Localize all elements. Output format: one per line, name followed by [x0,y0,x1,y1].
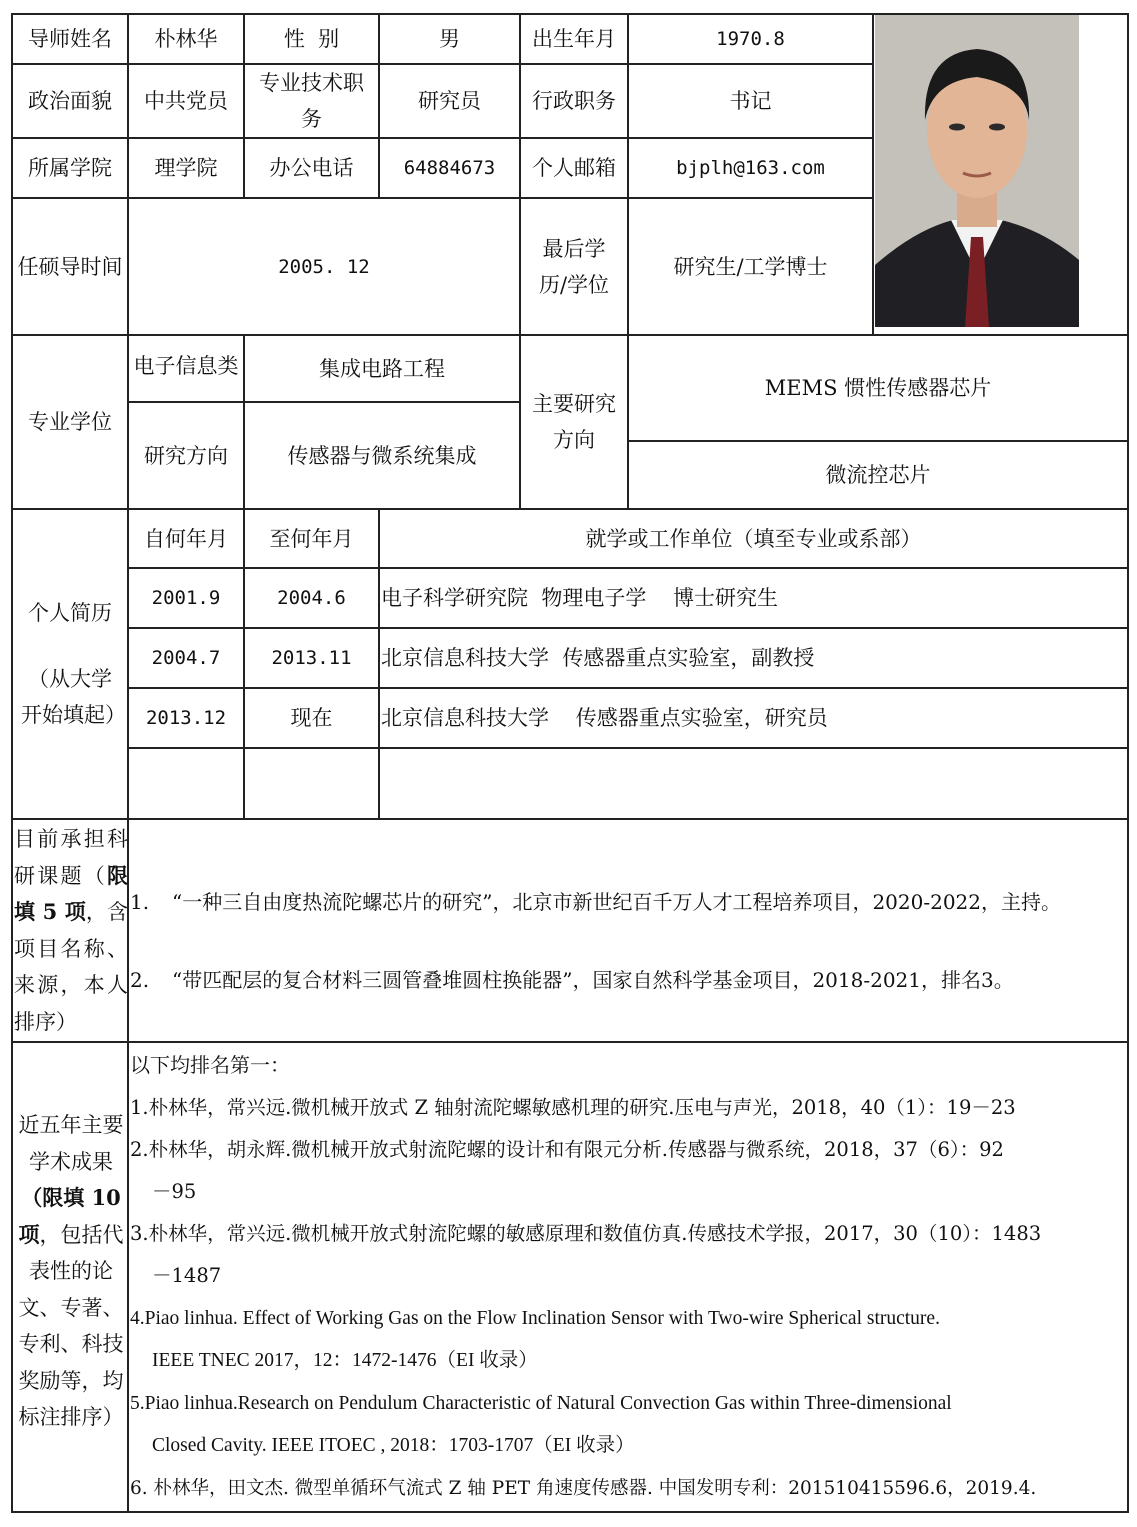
college-label: 所属学院 [28,156,112,180]
supervisor-since-label: 任硕导时间 [17,254,123,279]
gender-value: 男 [439,27,460,51]
resume-from: 2004.7 [151,647,221,669]
direction-label: 研究方向 [144,443,228,468]
phone-label: 办公电话 [269,156,354,180]
achievement-item: 6. 朴林华，田文杰. 微型单循环气流式 Z 轴 PET 角速度传感器. 中国发明专利：201510415596.6，2019.4. [130,1478,1037,1499]
resume-to: 现在 [290,706,333,730]
resume-to: 2013.11 [271,647,352,669]
birth-label: 出生年月 [532,27,616,51]
main-research-item: MEMS 惯性传感器芯片 [764,376,992,400]
achievement-item: 1.朴林华，常兴远.微机械开放式 Z 轴射流陀螺敏感机理的研究.压电与声光，2018，40（1）：19－23 [130,1096,1016,1119]
achievement-item-cont: IEEE TNEC 2017，12：1472-1476（EI 收录） [152,1350,538,1371]
resume-unit: 北京信息科技大学 传感器重点实验室，副教授 [381,646,815,670]
resume-from [129,749,243,818]
achievement-item: 4.Piao linhua. Effect of Working Gas on the Flow Inclination Sensor with Two-wire Spherical structure. [130,1308,940,1329]
resume-from: 2013.12 [145,707,227,729]
resume-title: 个人简历 [28,601,112,625]
birth-value: 1970.8 [716,28,785,50]
email-value: bjplh@163.com [676,157,825,179]
grid-line [11,1041,1129,1043]
project-item: 1. “一种三自由度热流陀螺芯片的研究”，北京市新世纪百千万人才工程培养项目，2020-2022，主持。 [130,890,1062,914]
degree-field: 集成电路工程 [319,356,445,381]
political-label: 政治面貌 [28,89,112,113]
achievement-item-cont: Closed Cavity. IEEE ITOEC , 2018：1703-1707（EI 收录） [152,1435,635,1456]
email-label: 个人邮箱 [532,156,616,180]
project-item: 2. “带匹配层的复合材料三圆管叠堆圆柱换能器”，国家自然科学基金项目，2018-2021，排名3。 [130,968,1014,992]
achievements-label: 近五年主要学术成果（限填 10 项，包括代表性的论文、专著、专利、科技奖励等，均标注排序） [18,1113,124,1429]
tech-title-label: 专业技术职务 [259,71,364,131]
name-value: 朴林华 [154,27,218,51]
resume-label [13,510,127,818]
table-border-bottom [11,1511,1129,1513]
prof-degree-label: 专业学位 [28,410,112,434]
resume-header-unit: 就学或工作单位（填至专业或系部） [585,526,922,551]
grid-line [872,13,874,336]
political-value: 中共党员 [144,89,228,113]
resume-to: 2004.6 [277,587,346,609]
college-value: 理学院 [154,156,218,180]
admin-label: 行政职务 [532,89,616,113]
resume-unit [381,749,1127,818]
resume-unit: 电子科学研究院 物理电子学 博士研究生 [381,586,779,610]
name-label: 导师姓名 [28,27,112,51]
degree-category: 电子信息类 [133,354,239,378]
main-research-label: 主要研究方向 [532,392,616,452]
achievement-item: 5.Piao linhua.Research on Pendulum Characteristic of Natural Convection Gas within Three-dimensional [130,1393,952,1414]
gender-label: 性 别 [283,27,340,51]
supervisor-since-value: 2005. 12 [278,255,370,278]
phone-value: 64884673 [403,157,496,179]
resume-header-to: 至何年月 [269,526,354,551]
admin-value: 书记 [729,89,772,113]
achievement-item-cont: －95 [152,1180,197,1203]
resume-from: 2001.9 [151,587,221,609]
portrait-photo [875,15,1079,327]
projects-label: 目前承担科研课题（限填 5 项，含项目名称、来源，本人排序） [14,827,129,1034]
degree-label: 最后学历/学位 [538,236,610,297]
grid-line [11,818,1129,820]
degree-value: 研究生/工学博士 [673,254,828,279]
achievements-intro: 以下均排名第一： [130,1053,290,1077]
resume-note: （从大学开始填起） [21,667,126,727]
achievement-item: 3.朴林华，常兴远.微机械开放式射流陀螺的敏感原理和数值仿真.传感技术学报，2017，30（10）：1483 [130,1222,1042,1245]
resume-to [245,749,378,818]
tech-title-value: 研究员 [418,89,481,113]
resume-unit: 北京信息科技大学 传感器重点实验室，研究员 [381,706,828,730]
resume-header-from: 自何年月 [144,526,228,551]
main-research-item: 微流控芯片 [825,463,931,487]
direction-value: 传感器与微系统集成 [287,443,477,468]
achievement-item-cont: －1487 [152,1264,222,1287]
achievement-item: 2.朴林华，胡永辉.微机械开放式射流陀螺的设计和有限元分析.传感器与微系统，2018，37（6）：92 [130,1138,1004,1161]
